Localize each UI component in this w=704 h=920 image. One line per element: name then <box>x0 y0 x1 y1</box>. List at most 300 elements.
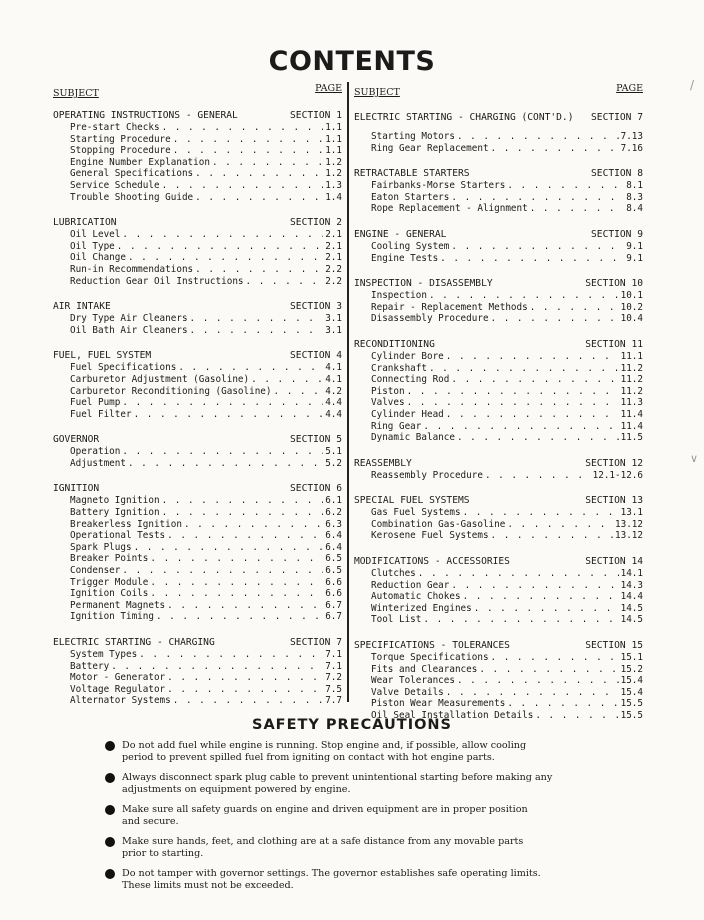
dot-leader <box>491 313 619 325</box>
section-number: SECTION 8 <box>591 168 643 180</box>
entry-page: 15.4 <box>620 686 643 698</box>
dot-leader <box>122 565 323 577</box>
entry-page: 6.5 <box>325 565 342 577</box>
section-number: SECTION 3 <box>290 301 342 313</box>
toc-entry <box>53 553 342 565</box>
entry-label: Fuel Filter <box>70 408 132 420</box>
toc-entry <box>354 652 643 664</box>
margin-mark: ∨ <box>690 452 699 465</box>
dot-leader <box>491 530 613 542</box>
toc-entry <box>354 143 643 155</box>
toc-entry <box>53 276 342 288</box>
entry-label: Disassembly Procedure <box>371 313 489 325</box>
dot-leader <box>122 229 323 241</box>
section-heading <box>354 495 643 507</box>
rule-line: Make sure all safety guards on engine and driven equipment are in proper position <box>122 804 528 815</box>
toc-entry <box>53 325 342 337</box>
dot-leader <box>429 290 619 302</box>
section-heading <box>354 640 643 652</box>
dot-leader <box>440 253 624 265</box>
entry-page: 10.2 <box>620 301 643 313</box>
section-number: SECTION 11 <box>585 338 643 350</box>
entry-label: Kerosene Fuel Systems <box>371 530 489 542</box>
entry-page: 14.4 <box>620 591 643 603</box>
entry-page: 1.2 <box>325 156 342 168</box>
toc-entry <box>53 122 342 134</box>
dot-leader <box>128 458 323 470</box>
toc-entry <box>53 134 342 146</box>
entry-label: Dry Type Air Cleaners <box>70 313 188 325</box>
toc-section <box>53 110 342 203</box>
section-heading <box>354 339 643 351</box>
toc-section <box>354 495 643 542</box>
section-name: IGNITION <box>53 483 100 495</box>
entry-label: Dynamic Balance <box>371 432 455 444</box>
entry-label: Starting Procedure <box>70 133 171 145</box>
dot-leader <box>457 131 619 143</box>
entry-page: 14.1 <box>620 568 643 580</box>
entry-page: 8.3 <box>626 191 643 203</box>
toc-entry <box>354 397 643 409</box>
entry-page: 6.6 <box>325 588 342 600</box>
safety-rule <box>105 868 615 892</box>
section-name: AIR INTAKE <box>53 301 111 313</box>
toc-entry <box>354 470 643 482</box>
section-name: LUBRICATION <box>53 217 117 229</box>
dot-leader <box>162 495 324 507</box>
entry-label: Valve Details <box>371 686 444 698</box>
dot-leader <box>134 409 324 421</box>
section-name: INSPECTION - DISASSEMBLY <box>354 278 493 290</box>
toc-entry <box>354 313 643 325</box>
entry-label: Reduction Gear <box>371 579 450 591</box>
toc-entry <box>354 253 643 265</box>
toc-entry <box>354 591 643 603</box>
dot-leader <box>122 446 323 458</box>
toc-section <box>354 112 643 154</box>
entry-label: Trouble Shooting Guide <box>70 191 194 203</box>
toc-entry <box>53 577 342 589</box>
entry-page: 11.4 <box>620 408 643 420</box>
entry-label: Trigger Module <box>70 576 149 588</box>
dot-leader <box>451 580 618 592</box>
entry-label: Ring Gear <box>371 420 422 432</box>
section-number: SECTION 14 <box>585 556 643 568</box>
entry-label: Oil Level <box>70 229 121 241</box>
toc-entry <box>53 145 342 157</box>
entry-page: 7.2 <box>325 672 342 684</box>
dot-leader <box>167 672 323 684</box>
entry-label: Oil Type <box>70 240 115 252</box>
toc-entry <box>53 374 342 386</box>
toc-entry <box>53 565 342 577</box>
entry-page: 11.5 <box>620 432 643 444</box>
section-heading <box>53 434 342 446</box>
toc-left-column <box>53 82 342 707</box>
toc-entry <box>53 600 342 612</box>
entry-label: Automatic Chokes <box>371 591 461 603</box>
dot-leader <box>251 374 323 386</box>
dot-leader <box>134 542 324 554</box>
dot-leader <box>457 432 619 444</box>
section-number: SECTION 7 <box>290 637 342 648</box>
margin-mark: / <box>690 78 695 92</box>
entry-page: 1.1 <box>325 145 342 157</box>
bullet-icon <box>105 869 115 879</box>
dot-leader <box>418 568 619 580</box>
toc-entry <box>354 363 643 375</box>
entry-page: 7.1 <box>325 649 342 660</box>
toc-entry <box>53 611 342 623</box>
dot-leader <box>162 122 324 134</box>
toc-entry <box>53 386 342 398</box>
entry-page: 3.1 <box>325 313 342 325</box>
entry-page: 5.1 <box>325 446 342 458</box>
entry-page: 6.6 <box>325 576 342 588</box>
dot-leader <box>156 611 323 623</box>
dot-leader <box>117 241 323 253</box>
entry-page: 15.1 <box>620 652 643 664</box>
toc-entry <box>53 409 342 421</box>
dot-leader <box>167 600 323 612</box>
entry-label: Reassembly Procedure <box>371 469 483 481</box>
entry-page: 15.5 <box>620 710 643 721</box>
section-heading <box>53 301 342 313</box>
entry-label: Combination Gas-Gasoline <box>371 518 506 530</box>
entry-page: 3.1 <box>325 324 342 336</box>
entry-page: 5.2 <box>325 457 342 469</box>
toc-section <box>354 278 643 325</box>
toc-entry <box>53 495 342 507</box>
section-name: MODIFICATIONS - ACCESSORIES <box>354 556 510 568</box>
dot-leader <box>195 192 323 204</box>
toc-entry <box>53 530 342 542</box>
section-number: SECTION 13 <box>585 495 643 507</box>
entry-label: Service Schedule <box>70 179 160 191</box>
toc-entry <box>354 664 643 676</box>
rule-line: and secure. <box>122 816 179 827</box>
entry-page: 10.1 <box>620 290 643 302</box>
section-number: SECTION 12 <box>585 457 643 469</box>
entry-label: Gas Fuel Systems <box>371 507 461 519</box>
bullet-icon <box>105 837 115 847</box>
section-name: RECONDITIONING <box>354 338 435 350</box>
dot-leader <box>139 649 323 661</box>
column-divider <box>347 82 349 702</box>
entry-page: 2.2 <box>325 275 342 287</box>
toc-section <box>53 483 342 623</box>
entry-label: Run-in Recommendations <box>70 263 194 275</box>
entry-page: 8.4 <box>626 203 643 215</box>
page-title: CONTENTS <box>268 46 436 77</box>
toc-section <box>354 229 643 264</box>
entry-label: Alternator Systems <box>70 695 171 707</box>
dot-leader <box>451 192 624 204</box>
section-number: SECTION 7 <box>591 112 643 123</box>
entry-page: 7.16 <box>620 142 643 154</box>
entry-label: Pre-start Checks <box>70 122 160 133</box>
entry-page: 6.4 <box>325 541 342 553</box>
entry-page: 1.1 <box>325 133 342 145</box>
entry-label: Magneto Ignition <box>70 495 160 507</box>
entry-page: 6.7 <box>325 611 342 623</box>
section-number: SECTION 10 <box>585 278 643 290</box>
dot-leader <box>150 577 323 589</box>
section-name: SPECIAL FUEL SYSTEMS <box>354 495 470 507</box>
bullet-icon <box>105 773 115 783</box>
dot-leader <box>128 252 323 264</box>
entry-page: 1.3 <box>325 179 342 191</box>
entry-page: 11.4 <box>620 420 643 432</box>
dot-leader <box>446 351 619 363</box>
dot-leader <box>190 313 324 325</box>
entry-page: 8.1 <box>626 180 643 192</box>
toc-entry <box>53 192 342 204</box>
toc-section <box>53 217 342 287</box>
entry-label: Piston <box>371 385 405 397</box>
entry-label: Oil Change <box>70 252 126 264</box>
entry-page: 6.2 <box>325 507 342 519</box>
dot-leader <box>423 421 618 433</box>
dot-leader <box>485 470 591 482</box>
toc-right-column <box>354 82 643 722</box>
toc-entry <box>354 131 643 143</box>
dot-leader <box>122 397 323 409</box>
section-heading <box>354 168 643 180</box>
subject-header: SUBJECT <box>354 87 400 98</box>
dot-leader <box>162 180 324 192</box>
rule-line: Do not add fuel while engine is running. Stop engine and, if possible, allow cooling <box>122 740 527 751</box>
dot-leader <box>150 588 323 600</box>
entry-page: 6.5 <box>325 553 342 565</box>
dot-leader <box>451 374 618 386</box>
toc-section <box>53 434 342 469</box>
entry-page: 7.5 <box>325 683 342 695</box>
rule-line: Always disconnect spark plug cable to prevent unintentional starting before making any <box>122 772 553 783</box>
section-number: SECTION 2 <box>290 217 342 229</box>
spacer <box>354 124 643 131</box>
entry-label: Adjustment <box>70 457 126 469</box>
section-heading <box>53 350 342 362</box>
entry-label: Repair - Replacement Methods <box>371 301 528 313</box>
dot-leader <box>274 386 324 398</box>
toc-entry <box>354 507 643 519</box>
entry-page: 2.1 <box>325 240 342 252</box>
entry-label: Fits and Clearances <box>371 663 478 675</box>
rule-line: Do not tamper with governor settings. The governor establishes safe operating limits. <box>122 868 541 879</box>
rule-line: period to prevent spilled fuel from igniting on contact with hot engine parts. <box>122 752 495 763</box>
toc-entry <box>53 649 342 661</box>
entry-page: 12.1-12.6 <box>592 469 643 481</box>
entry-label: Operational Tests <box>70 530 166 542</box>
entry-label: Fuel Specifications <box>70 362 177 374</box>
toc-section <box>354 458 643 482</box>
entry-page: 4.1 <box>325 373 342 385</box>
entry-label: Oil Bath Air Cleaners <box>70 324 188 336</box>
column-header <box>354 82 643 98</box>
dot-leader <box>246 276 324 288</box>
section-heading <box>354 458 643 470</box>
toc-entry <box>53 507 342 519</box>
section-name: ELECTRIC STARTING - CHARGING <box>53 637 215 648</box>
entry-page: 13.1 <box>620 507 643 519</box>
section-name: GOVERNOR <box>53 434 100 446</box>
entry-page: 11.1 <box>620 350 643 362</box>
entry-page: 11.2 <box>620 362 643 374</box>
safety-precautions <box>105 740 615 900</box>
section-number: SECTION 9 <box>591 228 643 240</box>
toc-section <box>53 350 342 420</box>
entry-page: 6.1 <box>325 495 342 507</box>
entry-label: Condenser <box>70 565 121 577</box>
safety-rule <box>105 740 615 764</box>
dot-leader <box>150 553 323 565</box>
toc-entry <box>354 698 643 710</box>
toc-section <box>354 168 643 215</box>
safety-rule <box>105 772 615 796</box>
entry-label: Torque Specifications <box>371 652 489 664</box>
toc-entry <box>53 672 342 684</box>
entry-page: 11.2 <box>620 385 643 397</box>
toc-entry <box>53 661 342 673</box>
entry-label: Oil Seal Installation Details <box>371 710 534 721</box>
entry-page: 7.1 <box>325 660 342 672</box>
dot-leader <box>491 652 619 664</box>
toc-section <box>354 640 643 722</box>
dot-leader <box>173 145 323 157</box>
dot-leader <box>195 264 323 276</box>
entry-label: Carburetor Adjustment (Gasoline) <box>70 373 250 385</box>
entry-page: 4.4 <box>325 408 342 420</box>
entry-label: General Specifications <box>70 168 194 180</box>
entry-page: 1.2 <box>325 168 342 180</box>
dot-leader <box>491 143 619 155</box>
toc-entry <box>53 519 342 531</box>
dot-leader <box>173 134 323 146</box>
toc-entry <box>53 241 342 253</box>
dot-leader <box>446 409 619 421</box>
dot-leader <box>507 180 624 192</box>
dot-leader <box>463 507 619 519</box>
section-number: SECTION 15 <box>585 640 643 652</box>
section-number: SECTION 4 <box>290 350 342 362</box>
toc-entry <box>53 446 342 458</box>
toc-entry <box>53 397 342 409</box>
toc-entry <box>354 180 643 192</box>
entry-label: Permanent Magnets <box>70 599 166 611</box>
entry-label: Rope Replacement - Alignment <box>371 203 528 215</box>
entry-label: Reduction Gear Oil Instructions <box>70 275 244 287</box>
toc-entry <box>53 168 342 180</box>
section-heading <box>354 556 643 568</box>
rule-line: adjustments on equipment powered by engine. <box>122 784 351 795</box>
toc-entry <box>354 351 643 363</box>
entry-label: Carburetor Reconditioning (Gasoline) <box>70 385 272 397</box>
toc-entry <box>354 580 643 592</box>
entry-page: 14.5 <box>620 614 643 626</box>
entry-label: Breakerless Ignition <box>70 518 182 530</box>
section-heading <box>53 110 342 122</box>
rule-line: prior to starting. <box>122 848 204 859</box>
toc-entry <box>354 374 643 386</box>
dot-leader <box>167 684 323 696</box>
toc-entry <box>354 614 643 626</box>
section-name: OPERATING INSTRUCTIONS - GENERAL <box>53 110 238 121</box>
entry-label: Cylinder Bore <box>371 350 444 362</box>
section-heading <box>53 637 342 649</box>
entry-label: Fuel Pump <box>70 397 121 409</box>
safety-rule <box>105 804 615 828</box>
toc-entry <box>354 241 643 253</box>
entry-label: Starting Motors <box>371 131 455 142</box>
entry-page: 13.12 <box>615 518 643 530</box>
section-heading <box>354 278 643 290</box>
dot-leader <box>173 695 323 707</box>
entry-page: 9.1 <box>626 252 643 264</box>
entry-page: 15.2 <box>620 663 643 675</box>
entry-label: Fairbanks-Morse Starters <box>371 180 506 192</box>
entry-page: 15.5 <box>620 698 643 710</box>
dot-leader <box>530 302 619 314</box>
dot-leader <box>167 530 323 542</box>
section-heading <box>53 217 342 229</box>
toc-entry <box>53 252 342 264</box>
entry-label: Engine Number Explanation <box>70 156 210 168</box>
section-heading <box>53 483 342 495</box>
section-name: RETRACTABLE STARTERS <box>354 168 470 180</box>
toc-entry <box>53 695 342 707</box>
section-number: SECTION 1 <box>290 110 342 121</box>
dot-leader <box>195 168 323 180</box>
entry-label: Spark Plugs <box>70 541 132 553</box>
entry-label: Battery <box>70 660 110 672</box>
entry-page: 6.7 <box>325 599 342 611</box>
toc-entry <box>53 313 342 325</box>
entry-label: Eaton Starters <box>371 191 450 203</box>
entry-label: Cooling System <box>371 240 450 252</box>
entry-page: 2.1 <box>325 252 342 264</box>
page-header: PAGE <box>616 83 643 94</box>
entry-page: 7.13 <box>620 131 643 142</box>
toc-entry <box>53 180 342 192</box>
dot-leader <box>407 397 619 409</box>
entry-page: 9.1 <box>626 240 643 252</box>
entry-page: 6.4 <box>325 530 342 542</box>
dot-leader <box>457 675 619 687</box>
toc-section <box>354 339 643 444</box>
entry-page: 2.1 <box>325 229 342 241</box>
toc-entry <box>354 432 643 444</box>
entry-label: Ignition Coils <box>70 588 149 600</box>
toc-entry <box>354 290 643 302</box>
entry-label: Cylinder Head <box>371 408 444 420</box>
entry-label: Battery Ignition <box>70 507 160 519</box>
entry-page: 10.4 <box>620 313 643 325</box>
section-heading <box>354 229 643 241</box>
toc-entry <box>53 542 342 554</box>
toc-entry <box>354 603 643 615</box>
dot-leader <box>507 519 613 531</box>
entry-page: 11.3 <box>620 397 643 409</box>
dot-leader <box>429 363 619 375</box>
entry-page: 15.4 <box>620 675 643 687</box>
toc-entry <box>354 530 643 542</box>
dot-leader <box>184 519 323 531</box>
toc-entry <box>354 675 643 687</box>
entry-label: Ignition Timing <box>70 611 154 623</box>
entry-label: System Types <box>70 649 138 660</box>
toc-entry <box>354 386 643 398</box>
